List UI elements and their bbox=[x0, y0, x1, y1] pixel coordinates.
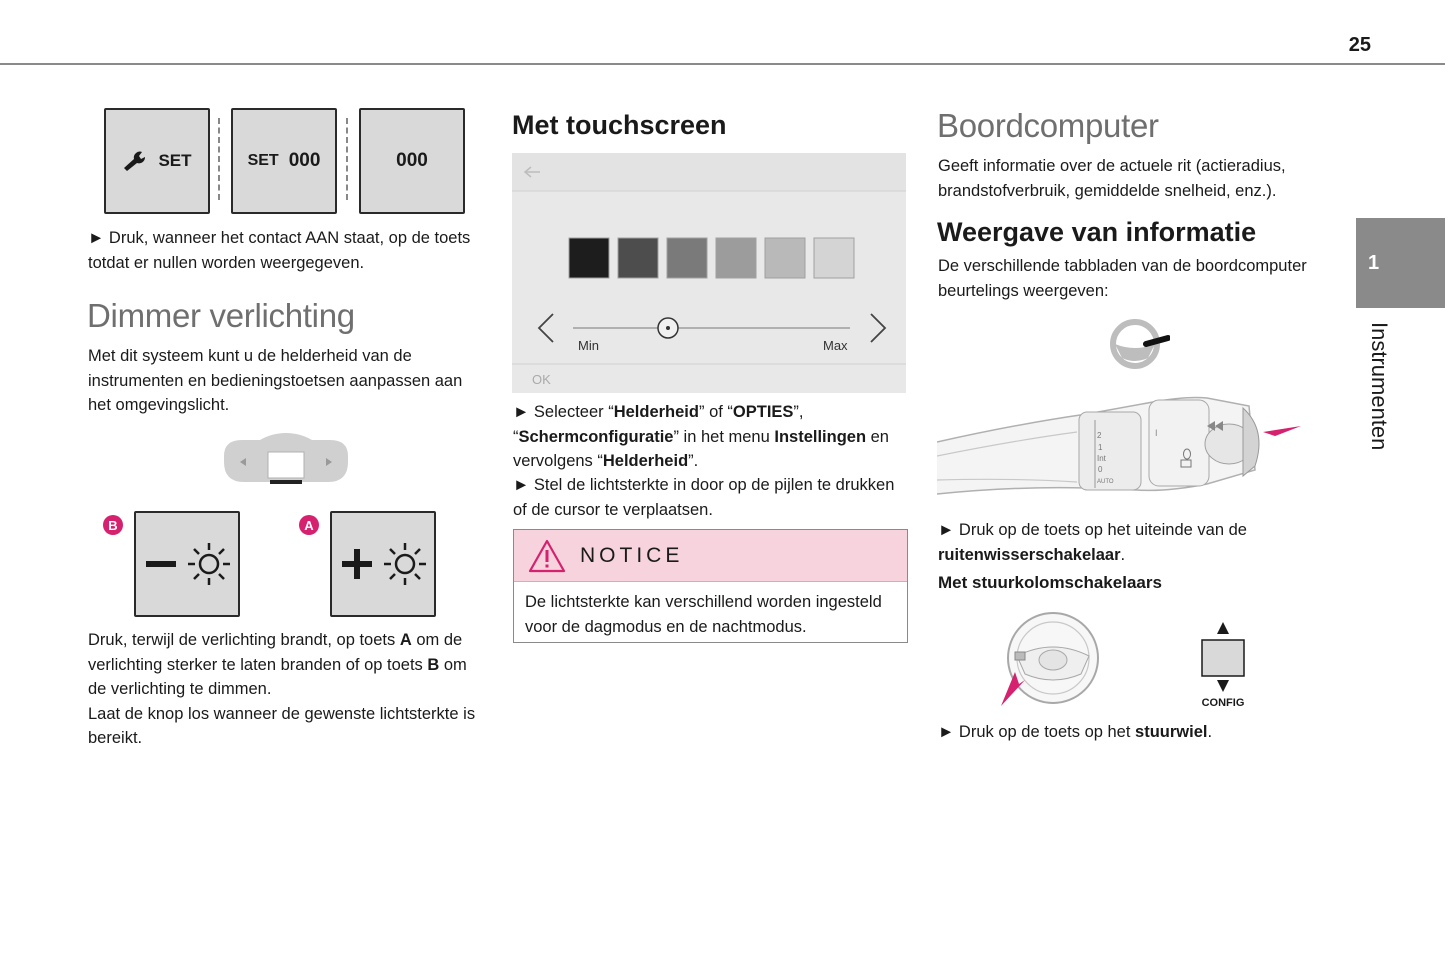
text-run: ► Selecteer “ bbox=[513, 403, 614, 421]
text-run: Druk, terwijl de verlichting brandt, op toets bbox=[88, 631, 400, 649]
warning-icon bbox=[528, 539, 566, 573]
brightness-swatch[interactable] bbox=[667, 238, 707, 278]
wiper-stalk-illustration bbox=[937, 390, 1307, 508]
notice-text: De lichtsterkte kan verschillend worden ingesteld voor de dagmodus en de nachtmodus. bbox=[525, 593, 882, 636]
separator bbox=[218, 118, 222, 200]
plus-brightness-icon bbox=[338, 539, 428, 589]
next-arrow-icon[interactable] bbox=[871, 314, 885, 342]
stalk-label-auto: AUTO bbox=[1097, 479, 1114, 485]
brightness-swatch[interactable] bbox=[716, 238, 756, 278]
boordcomputer-intro: Geeft informatie over de actuele rit (actieradius, brandstofverbruik, gemiddelde snelheid, enz.). bbox=[938, 157, 1286, 200]
chapter-title: Instrumenten bbox=[1367, 322, 1392, 451]
down-arrow-icon bbox=[1217, 680, 1229, 692]
chapter-number: 1 bbox=[1368, 251, 1380, 274]
bold-term: stuurwiel bbox=[1135, 723, 1208, 741]
bold-term: Helderheid bbox=[602, 452, 689, 470]
weergave-heading: Weergave van informatie bbox=[937, 217, 1257, 247]
text-run: ” in het menu bbox=[673, 427, 775, 446]
page-number: 25 bbox=[1348, 34, 1371, 56]
min-label: Min bbox=[578, 338, 599, 353]
set-label: SET bbox=[247, 152, 279, 169]
bold-term: Schermconfiguratie bbox=[518, 427, 674, 446]
touchscreen-step-1 bbox=[513, 400, 911, 474]
dim-up-button[interactable] bbox=[330, 511, 436, 617]
stalk-instruction bbox=[938, 518, 1338, 567]
wheel-instruction bbox=[938, 720, 1338, 745]
steering-wheel-icon bbox=[1108, 318, 1170, 370]
config-button[interactable] bbox=[1202, 640, 1244, 676]
max-label: Max bbox=[823, 338, 848, 353]
svg-text:I: I bbox=[1155, 428, 1158, 438]
notice-box bbox=[513, 529, 908, 643]
brightness-swatch[interactable] bbox=[814, 238, 854, 278]
bold-term: Instellingen bbox=[774, 427, 867, 446]
text-run: om de verlichting sterker te laten branden of op toets bbox=[88, 631, 463, 674]
text-run: ”, “ bbox=[513, 403, 804, 446]
stalk-label-1: 1 bbox=[1098, 443, 1103, 452]
config-button-illustration bbox=[1198, 620, 1248, 712]
text-run: en vervolgens “ bbox=[513, 427, 889, 470]
bold-term: OPTIES bbox=[732, 403, 794, 421]
text-run: Laat de knop los wanneer de gewenste lichtsterkte is bereikt. bbox=[88, 704, 476, 747]
dimmer-instructions bbox=[88, 628, 486, 751]
instrument-cluster-icon bbox=[220, 432, 352, 488]
stalk-label-0: 0 bbox=[1098, 465, 1103, 474]
notice-title: NOTICE bbox=[580, 543, 684, 567]
brightness-swatch[interactable] bbox=[765, 238, 805, 278]
set-label: SET bbox=[158, 151, 192, 170]
text-run: ”. bbox=[688, 452, 699, 470]
prev-arrow-icon[interactable] bbox=[539, 314, 553, 342]
stalk-label-int: Int bbox=[1097, 454, 1106, 463]
notice-header bbox=[514, 530, 907, 582]
stuurkolom-heading: Met stuurkolomschakelaars bbox=[938, 573, 1162, 592]
separator bbox=[346, 118, 350, 200]
bold-term: ruitenwisserschakelaar bbox=[938, 545, 1121, 564]
brightness-swatch[interactable] bbox=[569, 238, 609, 278]
wrench-icon bbox=[122, 151, 150, 171]
badge-b: B bbox=[103, 515, 123, 535]
set-000-key bbox=[231, 108, 337, 214]
key-a-ref: A bbox=[399, 631, 412, 649]
up-arrow-icon bbox=[1217, 622, 1229, 634]
config-label: CONFIG bbox=[1201, 697, 1245, 709]
text-run: ► Druk op de toets op het bbox=[938, 723, 1136, 741]
text-run: om de verlichting te dimmen. bbox=[88, 655, 467, 698]
zero-readout: 000 bbox=[288, 150, 321, 171]
dimmer-intro: Met dit systeem kunt u de helderheid van de instrumenten en bedieningstoetsen aanpassen aan het omgevingslicht. bbox=[88, 347, 463, 414]
stalk-label-2: 2 bbox=[1097, 431, 1102, 440]
text-run: . bbox=[1207, 723, 1213, 741]
touchscreen-heading: Met touchscreen bbox=[512, 110, 727, 140]
brightness-screen bbox=[512, 153, 906, 393]
dim-down-button[interactable] bbox=[134, 511, 240, 617]
key-b-ref: B bbox=[427, 655, 440, 674]
brightness-swatch[interactable] bbox=[618, 238, 658, 278]
ok-button[interactable]: OK bbox=[532, 372, 551, 387]
reset-instruction: ► Druk, wanneer het contact AAN staat, op de toets totdat er nullen worden weergegeven. bbox=[88, 229, 471, 272]
touchscreen-step-2: ► Stel de lichtsterkte in door op de pijlen te drukken of de cursor te verplaatsen. bbox=[513, 476, 895, 519]
weergave-intro: De verschillende tabbladen van de boordcomputer beurtelings weergeven: bbox=[938, 257, 1307, 300]
text-run: ” of “ bbox=[698, 403, 733, 421]
screen-top-bar bbox=[512, 153, 906, 191]
text-run: . bbox=[1120, 545, 1126, 564]
swatch-row bbox=[569, 238, 854, 278]
badge-a: A bbox=[299, 515, 319, 535]
bold-term: Helderheid bbox=[613, 403, 699, 421]
zero-key: 000 bbox=[359, 108, 465, 214]
dimmer-heading: Dimmer verlichting bbox=[87, 297, 355, 334]
steering-wheel-button-illustration bbox=[995, 612, 1107, 708]
text-run: ► Druk op de toets op het uiteinde van de bbox=[938, 521, 1247, 539]
chapter-tab[interactable] bbox=[1356, 218, 1445, 308]
slider-cursor[interactable] bbox=[658, 318, 678, 338]
header-rule bbox=[0, 63, 1445, 65]
minus-brightness-icon bbox=[142, 539, 232, 589]
set-key-wrench bbox=[104, 108, 210, 214]
boordcomputer-heading: Boordcomputer bbox=[937, 107, 1159, 144]
